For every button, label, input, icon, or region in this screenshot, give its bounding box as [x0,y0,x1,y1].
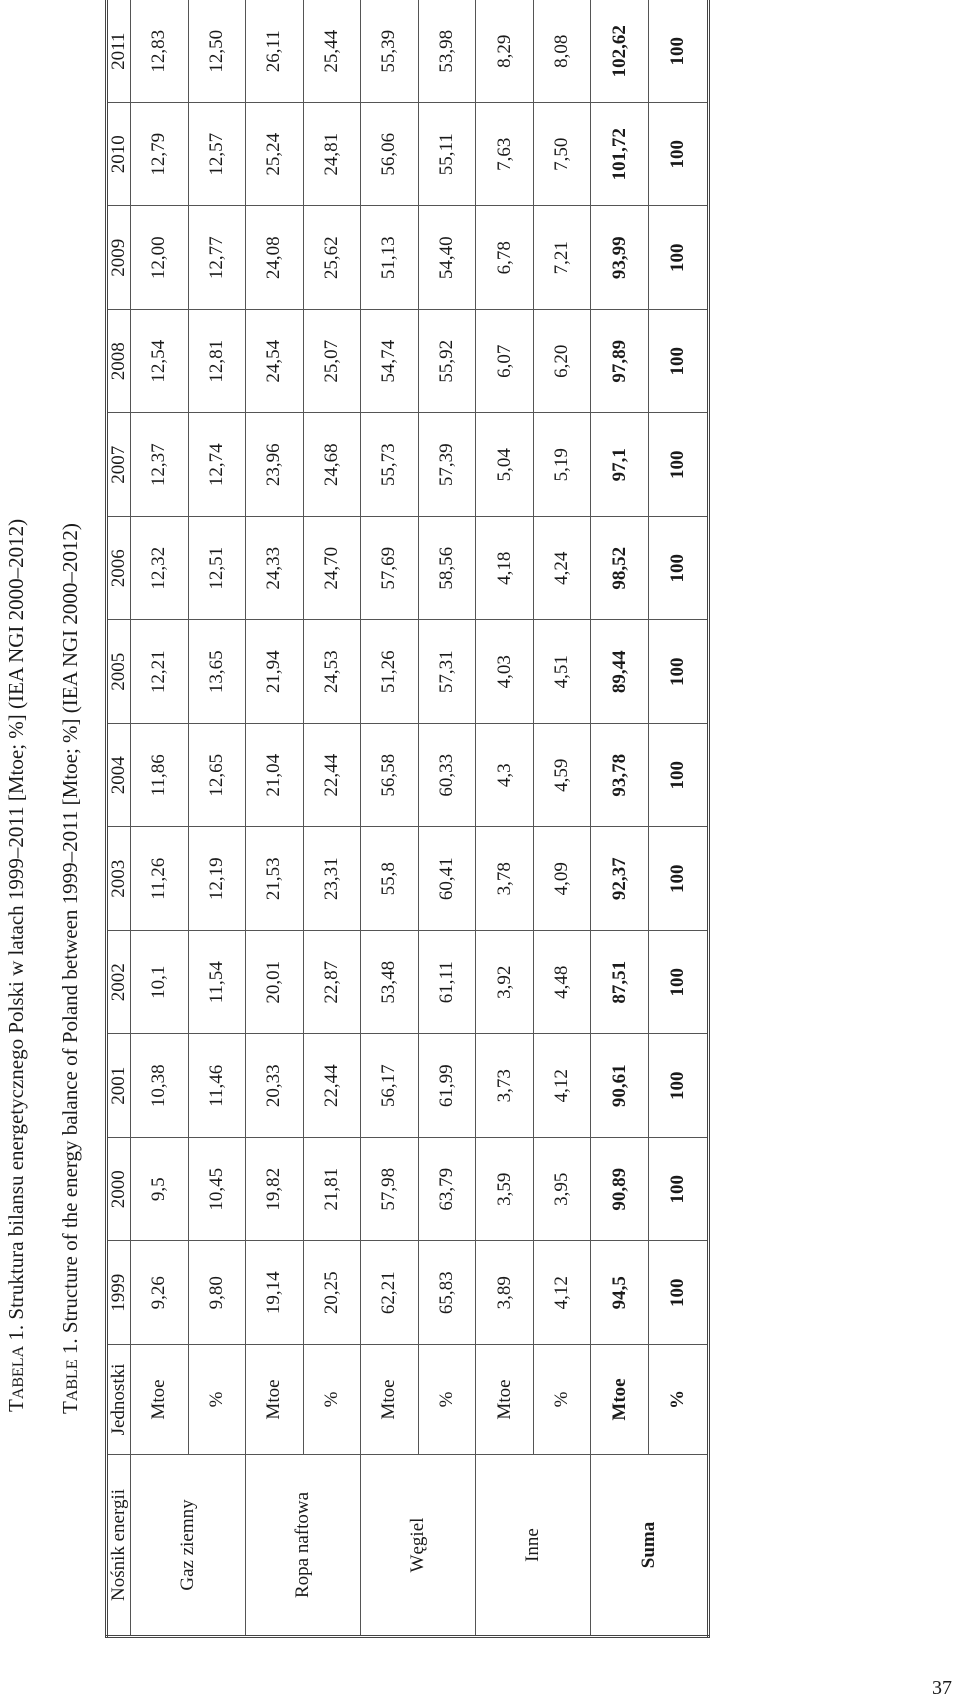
table-row [533,0,591,1637]
caption-english-prefix: T [58,1401,82,1414]
value-cell: 12,74 [188,413,246,517]
table-row [131,0,189,1637]
value-cell: 25,62 [303,206,361,310]
value-cell: 7,21 [533,206,591,310]
value-cell: 60,41 [418,827,476,931]
value-cell: 100 [648,620,708,724]
value-cell: 98,52 [591,517,649,621]
value-cell: 62,21 [361,1241,419,1345]
value-cell: 21,53 [246,827,304,931]
value-cell: 4,24 [533,517,591,621]
value-cell: 12,19 [188,827,246,931]
value-cell: 19,14 [246,1241,304,1345]
value-cell: 55,8 [361,827,419,931]
value-cell: 20,33 [246,1034,304,1138]
header-year: 2000 [107,1138,131,1242]
value-cell: 3,78 [476,827,534,931]
table-row [476,0,534,1637]
table-row [188,0,246,1637]
value-cell: 65,83 [418,1241,476,1345]
value-cell: 55,73 [361,413,419,517]
value-cell: 8,29 [476,0,534,103]
header-year: 2011 [107,0,131,103]
unit-cell: Mtoe [591,1345,649,1455]
value-cell: 101,72 [591,103,649,207]
value-cell: 4,09 [533,827,591,931]
unit-cell: Mtoe [476,1345,534,1455]
value-cell: 21,94 [246,620,304,724]
header-carrier: Nośnik energii [107,1455,131,1637]
value-cell: 12,00 [131,206,189,310]
value-cell: 8,08 [533,0,591,103]
value-cell: 11,86 [131,724,189,828]
value-cell: 100 [648,724,708,828]
value-cell: 90,89 [591,1138,649,1242]
value-cell: 53,98 [418,0,476,103]
value-cell: 56,58 [361,724,419,828]
header-year: 2005 [107,620,131,724]
value-cell: 20,25 [303,1241,361,1345]
value-cell: 9,26 [131,1241,189,1345]
table-row [303,0,361,1637]
value-cell: 5,19 [533,413,591,517]
table-row [418,0,476,1637]
value-cell: 25,44 [303,0,361,103]
value-cell: 19,82 [246,1138,304,1242]
unit-cell: % [533,1345,591,1455]
unit-cell: % [303,1345,361,1455]
header-year: 2003 [107,827,131,931]
value-cell: 51,13 [361,206,419,310]
header-year: 2010 [107,103,131,207]
page-number: 37 [932,1677,952,1699]
value-cell: 3,89 [476,1241,534,1345]
value-cell: 55,11 [418,103,476,207]
value-cell: 20,01 [246,931,304,1035]
value-cell: 23,96 [246,413,304,517]
energy-balance-table [105,0,710,1638]
value-cell: 10,38 [131,1034,189,1138]
value-cell: 25,07 [303,310,361,414]
value-cell: 12,81 [188,310,246,414]
value-cell: 12,51 [188,517,246,621]
value-cell: 97,89 [591,310,649,414]
value-cell: 97,1 [591,413,649,517]
value-cell: 93,78 [591,724,649,828]
value-cell: 6,20 [533,310,591,414]
header-year: 2008 [107,310,131,414]
value-cell: 25,24 [246,103,304,207]
value-cell: 4,48 [533,931,591,1035]
value-cell: 100 [648,931,708,1035]
header-year: 1999 [107,1241,131,1345]
header-unit: Jednostki [107,1345,131,1455]
value-cell: 11,46 [188,1034,246,1138]
energy-balance-table-container [105,6,710,1638]
value-cell: 57,98 [361,1138,419,1242]
value-cell: 6,78 [476,206,534,310]
value-cell: 56,17 [361,1034,419,1138]
header-year: 2001 [107,1034,131,1138]
value-cell: 57,69 [361,517,419,621]
value-cell: 94,5 [591,1241,649,1345]
value-cell: 9,5 [131,1138,189,1242]
value-cell: 24,08 [246,206,304,310]
value-cell: 11,54 [188,931,246,1035]
unit-cell: Mtoe [246,1345,304,1455]
value-cell: 4,51 [533,620,591,724]
value-cell: 92,37 [591,827,649,931]
unit-cell: % [188,1345,246,1455]
value-cell: 55,92 [418,310,476,414]
table-row [648,0,708,1637]
table-row [246,0,304,1637]
header-year: 2006 [107,517,131,621]
value-cell: 4,3 [476,724,534,828]
carrier-name: Gaz ziemny [131,1455,246,1637]
value-cell: 24,81 [303,103,361,207]
value-cell: 51,26 [361,620,419,724]
caption-english-text: 1. Structure of the energy balance of Poland between 1999–2011 [Mtoe; %] (IEA NGI 2000–2012) [58,523,82,1360]
header-year: 2007 [107,413,131,517]
value-cell: 4,12 [533,1241,591,1345]
value-cell: 61,99 [418,1034,476,1138]
value-cell: 24,54 [246,310,304,414]
value-cell: 55,39 [361,0,419,103]
carrier-name: Inne [476,1455,591,1637]
value-cell: 63,79 [418,1138,476,1242]
value-cell: 12,21 [131,620,189,724]
value-cell: 100 [648,1138,708,1242]
value-cell: 6,07 [476,310,534,414]
value-cell: 12,50 [188,0,246,103]
value-cell: 7,63 [476,103,534,207]
value-cell: 93,99 [591,206,649,310]
value-cell: 102,62 [591,0,649,103]
value-cell: 12,54 [131,310,189,414]
value-cell: 24,70 [303,517,361,621]
table-row [361,0,419,1637]
caption-english-smallcaps: ABLE [64,1359,81,1402]
value-cell: 11,26 [131,827,189,931]
value-cell: 54,40 [418,206,476,310]
value-cell: 24,68 [303,413,361,517]
carrier-name: Ropa naftowa [246,1455,361,1637]
value-cell: 12,83 [131,0,189,103]
caption-english [60,523,81,1414]
value-cell: 100 [648,310,708,414]
value-cell: 13,65 [188,620,246,724]
unit-cell: Mtoe [131,1345,189,1455]
value-cell: 4,18 [476,517,534,621]
table-body [131,0,709,1637]
value-cell: 12,65 [188,724,246,828]
value-cell: 4,12 [533,1034,591,1138]
unit-cell: Mtoe [361,1345,419,1455]
header-year: 2009 [107,206,131,310]
value-cell: 100 [648,206,708,310]
value-cell: 87,51 [591,931,649,1035]
value-cell: 26,11 [246,0,304,103]
value-cell: 89,44 [591,620,649,724]
value-cell: 22,44 [303,724,361,828]
value-cell: 10,45 [188,1138,246,1242]
value-cell: 24,33 [246,517,304,621]
value-cell: 90,61 [591,1034,649,1138]
value-cell: 61,11 [418,931,476,1035]
carrier-name: Suma [591,1455,709,1637]
unit-cell: % [418,1345,476,1455]
value-cell: 5,04 [476,413,534,517]
value-cell: 22,87 [303,931,361,1035]
value-cell: 12,79 [131,103,189,207]
value-cell: 100 [648,103,708,207]
value-cell: 24,53 [303,620,361,724]
value-cell: 100 [648,827,708,931]
header-year: 2002 [107,931,131,1035]
value-cell: 4,59 [533,724,591,828]
value-cell: 54,74 [361,310,419,414]
value-cell: 53,48 [361,931,419,1035]
value-cell: 23,31 [303,827,361,931]
value-cell: 10,1 [131,931,189,1035]
value-cell: 3,59 [476,1138,534,1242]
value-cell: 21,81 [303,1138,361,1242]
value-cell: 12,77 [188,206,246,310]
value-cell: 56,06 [361,103,419,207]
table-header-row [107,0,131,1637]
unit-cell: % [648,1345,708,1455]
caption-polish-prefix: T [4,1399,28,1412]
value-cell: 100 [648,413,708,517]
caption-polish-smallcaps: ABELA [10,1345,27,1400]
table-row [591,0,649,1637]
value-cell: 60,33 [418,724,476,828]
value-cell: 12,57 [188,103,246,207]
value-cell: 3,92 [476,931,534,1035]
value-cell: 12,37 [131,413,189,517]
value-cell: 57,39 [418,413,476,517]
value-cell: 3,95 [533,1138,591,1242]
value-cell: 12,32 [131,517,189,621]
value-cell: 100 [648,1241,708,1345]
caption-polish [6,519,27,1412]
value-cell: 100 [648,0,708,103]
value-cell: 9,80 [188,1241,246,1345]
value-cell: 100 [648,517,708,621]
header-year: 2004 [107,724,131,828]
caption-polish-text: 1. Struktura bilansu energetycznego Polski w latach 1999–2011 [Mtoe; %] (IEA NGI 2000–2012) [4,518,28,1346]
value-cell: 21,04 [246,724,304,828]
value-cell: 3,73 [476,1034,534,1138]
value-cell: 22,44 [303,1034,361,1138]
value-cell: 7,50 [533,103,591,207]
value-cell: 57,31 [418,620,476,724]
value-cell: 100 [648,1034,708,1138]
carrier-name: Węgiel [361,1455,476,1637]
value-cell: 58,56 [418,517,476,621]
value-cell: 4,03 [476,620,534,724]
